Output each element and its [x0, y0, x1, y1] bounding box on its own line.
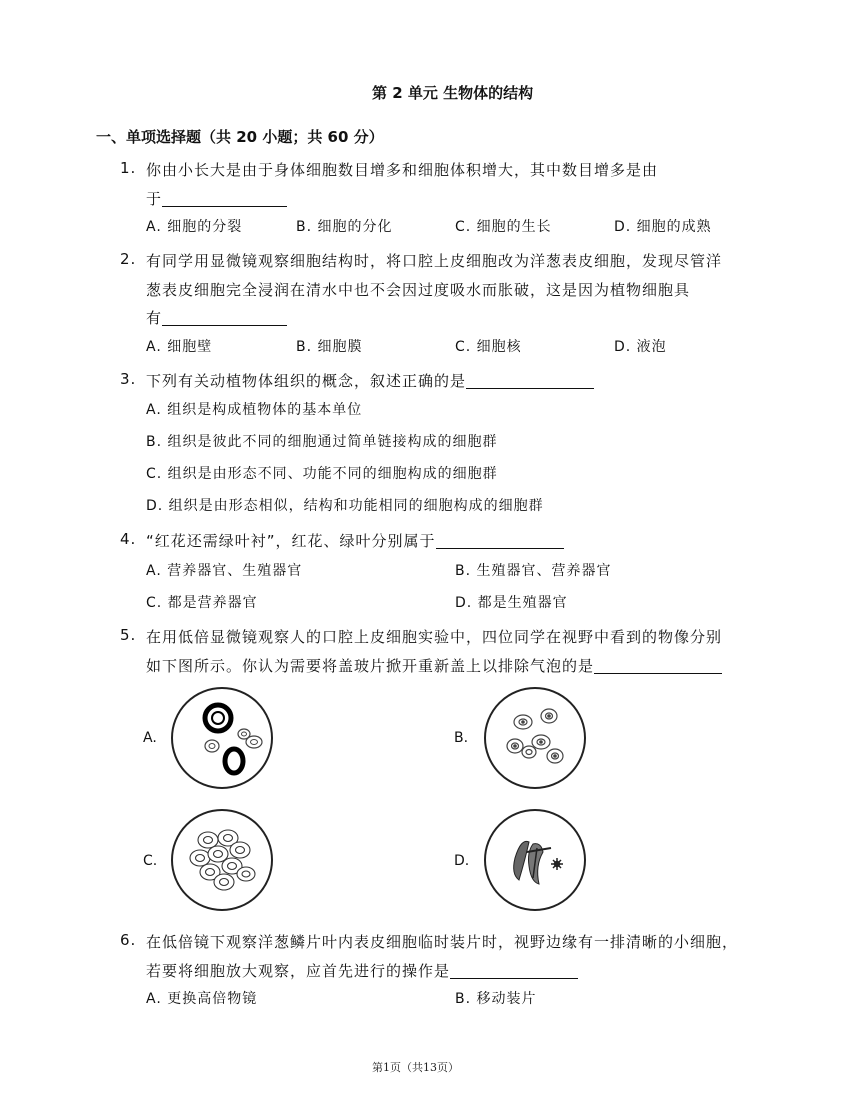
question-text: 于 [146, 190, 163, 208]
option-a[interactable]: A. 细胞的分裂 [146, 219, 243, 235]
option-c[interactable]: C. 组织是由形态不同、功能不同的细胞构成的细胞群 [146, 466, 498, 482]
answer-blank[interactable] [436, 533, 564, 549]
option-a[interactable]: A. 更换高倍物镜 [146, 991, 258, 1007]
option-a[interactable]: A. 组织是构成植物体的基本单位 [146, 402, 363, 418]
option-b[interactable]: B. 组织是彼此不同的细胞通过简单链接构成的细胞群 [146, 434, 498, 450]
question-text: 下列有关动植物体组织的概念，叙述正确的是 [146, 372, 467, 390]
section-heading: 一、单项选择题（共 20 小题；共 60 分） [96, 128, 384, 146]
question-text: 有同学用显微镜观察细胞结构时，将口腔上皮细胞改为洋葱表皮细胞，发现尽管洋 [146, 252, 723, 270]
option-b[interactable]: B. 细胞的分化 [296, 219, 393, 235]
question-text: 在低倍镜下观察洋葱鳞片叶内表皮细胞临时装片时，视野边缘有一排清晰的小细胞， [146, 933, 739, 951]
option-d[interactable]: D. 液泡 [614, 339, 667, 355]
option-a[interactable]: A. 营养器官、生殖器官 [146, 563, 303, 579]
answer-blank[interactable] [466, 373, 594, 389]
image-label-c[interactable]: C. [143, 853, 158, 869]
image-label-b[interactable]: B. [454, 730, 469, 746]
answer-blank[interactable] [594, 658, 722, 674]
option-d[interactable]: D. 组织是由形态相似，结构和功能相同的细胞构成的细胞群 [146, 498, 544, 514]
answer-blank[interactable] [450, 963, 578, 979]
question-text: 葱表皮细胞完全浸润在清水中也不会因过度吸水而胀破，这是因为植物细胞具 [146, 281, 691, 299]
option-b[interactable]: B. 生殖器官、营养器官 [455, 563, 612, 579]
option-b[interactable]: B. 移动装片 [455, 991, 537, 1007]
microscope-view-a[interactable] [170, 686, 274, 790]
answer-blank[interactable] [162, 310, 287, 326]
question-number: 1. [120, 159, 137, 177]
microscope-view-b[interactable] [483, 686, 587, 790]
question-number: 6. [120, 931, 137, 949]
question-text: 如下图所示。你认为需要将盖玻片掀开重新盖上以排除气泡的是 [146, 657, 595, 675]
question-number: 3. [120, 370, 137, 388]
option-d[interactable]: D. 都是生殖器官 [455, 595, 568, 611]
question-text: “红花还需绿叶衬”，红花、绿叶分别属于 [146, 532, 436, 550]
question-text: 有 [146, 309, 163, 327]
option-d[interactable]: D. 细胞的成熟 [614, 219, 712, 235]
question-number: 2. [120, 250, 137, 268]
page-title: 第 2 单元 生物体的结构 [372, 84, 534, 102]
question-text: 你由小长大是由于身体细胞数目增多和细胞体积增大，其中数目增多是由 [146, 161, 659, 179]
question-number: 4. [120, 530, 137, 548]
option-c[interactable]: C. 细胞核 [455, 339, 522, 355]
option-b[interactable]: B. 细胞膜 [296, 339, 363, 355]
answer-blank[interactable] [162, 191, 287, 207]
image-label-d[interactable]: D. [454, 853, 470, 869]
question-number: 5. [120, 626, 137, 644]
question-text: 若要将细胞放大观察，应首先进行的操作是 [146, 962, 451, 980]
option-c[interactable]: C. 细胞的生长 [455, 219, 552, 235]
microscope-view-c[interactable] [170, 808, 274, 912]
question-text: 在用低倍显微镜观察人的口腔上皮细胞实验中，四位同学在视野中看到的物像分别 [146, 628, 723, 646]
microscope-view-d[interactable] [483, 808, 587, 912]
option-a[interactable]: A. 细胞壁 [146, 339, 213, 355]
image-label-a[interactable]: A. [143, 730, 157, 746]
page-footer: 第1页（共13页） [372, 1061, 459, 1074]
option-c[interactable]: C. 都是营养器官 [146, 595, 258, 611]
